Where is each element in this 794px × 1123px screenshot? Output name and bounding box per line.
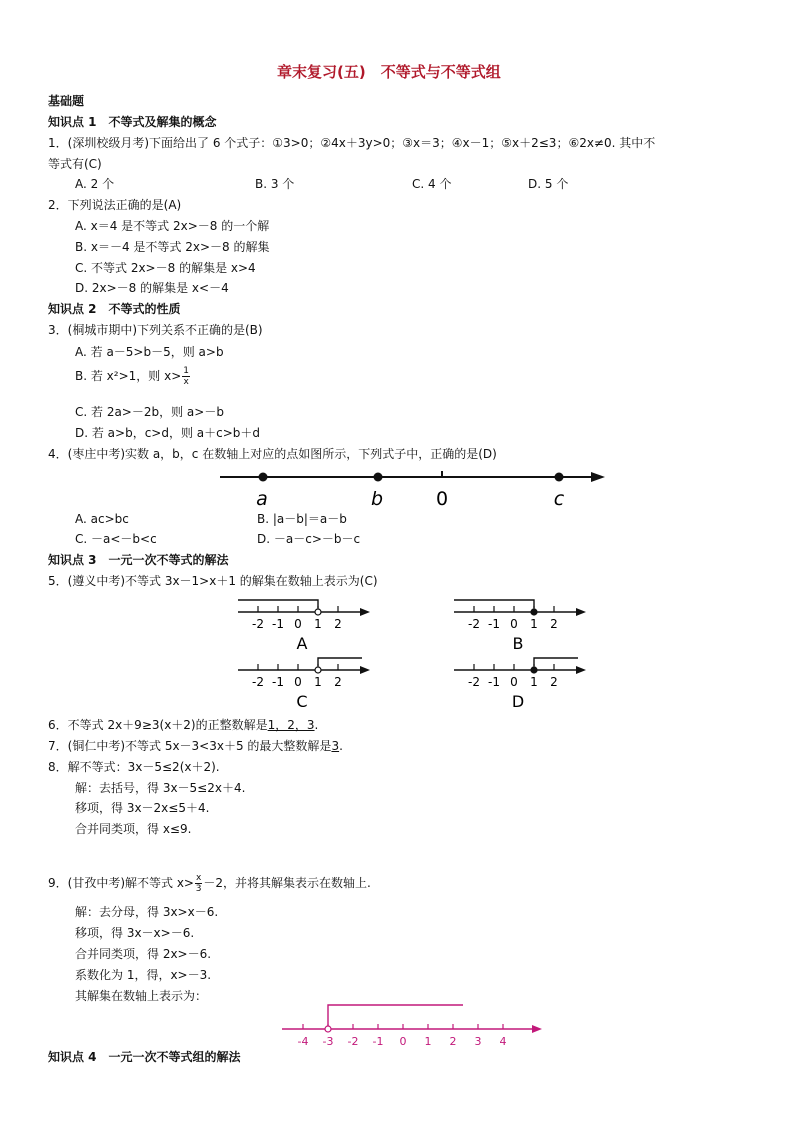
- section-basic: 基础题: [48, 94, 85, 108]
- q4-option-a: A. ac>bc: [75, 512, 129, 526]
- q5-letter-a: A: [296, 634, 308, 652]
- q4-option-b: B. |a－b|＝a－b: [257, 512, 347, 526]
- q5-letter-b: B: [512, 634, 524, 652]
- question-9: [48, 873, 371, 894]
- q5b-closed-point: [531, 609, 537, 615]
- q9-text-end: －2，并将其解集表示在数轴上.: [203, 876, 371, 890]
- q8-step-3: 合并同类项，得 x≤9.: [75, 822, 192, 836]
- question-1-line2: 等式有(C): [48, 157, 102, 171]
- q9-fraction-numerator: x: [195, 873, 202, 883]
- q9-text: 9．(甘孜中考)解不等式 x>: [48, 876, 194, 890]
- q5c-tick-label: -1: [272, 675, 284, 689]
- q9-tick-label: -2: [347, 1035, 359, 1048]
- q5a-tick-label: 0: [294, 617, 302, 631]
- q5c-tick-label: 1: [314, 675, 322, 689]
- q9-tick-label: -1: [372, 1035, 384, 1048]
- q9-number-line: [278, 998, 548, 1050]
- q5d-tick-label: 2: [550, 675, 558, 689]
- q9-step-1: 解：去分母，得 3x>x－6.: [75, 905, 219, 919]
- q1-option-b: B. 3 个: [255, 177, 295, 191]
- q5a-open-point: [315, 609, 321, 615]
- q9-tick-label: 4: [499, 1035, 507, 1048]
- q3-fraction: [182, 366, 190, 387]
- q9-tick-label: 3: [474, 1035, 482, 1048]
- q9-fraction: [195, 873, 202, 894]
- q5d-solution-bracket: [534, 658, 578, 666]
- q9-open-point: [325, 1026, 331, 1032]
- page-title: 章末复习(五) 不等式与不等式组: [277, 63, 501, 81]
- q5d-tick-label: -1: [488, 675, 500, 689]
- q3-option-a: A. 若 a－5>b－5，则 a>b: [75, 345, 224, 359]
- question-5: 5．(遵义中考)不等式 3x－1>x＋1 的解集在数轴上表示为(C): [48, 574, 378, 588]
- q5a-tick-label: -2: [252, 617, 264, 631]
- q9-tick-label: 0: [399, 1035, 407, 1048]
- q3-option-b: [75, 366, 191, 387]
- q4-label-b: b: [370, 488, 384, 510]
- q9-step-5: 其解集在数轴上表示为：: [75, 989, 208, 1003]
- question-3: 3．(桐城市期中)下列关系不正确的是(B): [48, 323, 263, 337]
- q5c-tick-label: -2: [252, 675, 264, 689]
- q4-option-c: C. －a<－b<c: [75, 532, 157, 546]
- q5c-tick-label: 0: [294, 675, 302, 689]
- q9-axis-arrow: [532, 1025, 542, 1033]
- q5-letter-d: D: [511, 692, 525, 710]
- q5b-tick-label: 1: [530, 617, 538, 631]
- q9-solution-bracket: [328, 1005, 463, 1026]
- q4-label-c: c: [553, 488, 565, 510]
- q1-option-a: A. 2 个: [75, 177, 115, 191]
- q4-point-b: [374, 473, 383, 482]
- knowledge-point-4: 知识点 4 一元一次不等式组的解法: [48, 1050, 241, 1064]
- q9-tick-label: 2: [449, 1035, 457, 1048]
- q9-step-4: 系数化为 1，得，x>－3.: [75, 968, 212, 982]
- q7-end: .: [339, 739, 343, 753]
- q4-label-zero: 0: [435, 488, 449, 510]
- q5b-tick-label: -2: [468, 617, 480, 631]
- q7-text: 7．(铜仁中考)不等式 5x－3<3x＋5 的最大整数解是: [48, 739, 332, 753]
- question-8: 8．解不等式：3x－5≤2(x＋2).: [48, 760, 220, 774]
- q2-option-d: D. 2x>－8 的解集是 x<－4: [75, 281, 229, 295]
- q2-option-c: C. 不等式 2x>－8 的解集是 x>4: [75, 261, 256, 275]
- question-1-line1: 1．(深圳校级月考)下面给出了 6 个式子：①3>0；②4x＋3y>0；③x＝3；④x－1；⑤x＋2≤3；⑥2x≠0. 其中不: [48, 136, 656, 150]
- q9-step-3: 合并同类项，得 2x>－6.: [75, 947, 212, 961]
- q4-axis-arrow: [591, 472, 605, 482]
- q5d-tick-label: 1: [530, 675, 538, 689]
- q5b-tick-label: -1: [488, 617, 500, 631]
- q5-letter-c: C: [296, 692, 308, 710]
- knowledge-point-2: 知识点 2 不等式的性质: [48, 302, 181, 316]
- q5d-tick-label: -2: [468, 675, 480, 689]
- q6-text: 6．不等式 2x＋9≥3(x＋2)的正整数解是: [48, 718, 268, 732]
- q5c-open-point: [315, 667, 321, 673]
- q2-option-b: B. x＝－4 是不等式 2x>－8 的解集: [75, 240, 270, 254]
- question-4: 4．(枣庄中考)实数 a，b，c 在数轴上对应的点如图所示，下列式子中，正确的是(D): [48, 447, 497, 461]
- q5b-tick-label: 0: [510, 617, 518, 631]
- q5c-solution-bracket: [318, 658, 362, 666]
- q9-fraction-denominator: 3: [195, 884, 202, 894]
- q9-tick-label: -4: [297, 1035, 309, 1048]
- q5a-tick-label: 2: [334, 617, 342, 631]
- q9-tick-label: -3: [322, 1035, 334, 1048]
- q7-answer: 3: [331, 739, 340, 753]
- q5d-tick-label: 0: [510, 675, 518, 689]
- q5b-tick-label: 2: [550, 617, 558, 631]
- q8-step-2: 移项，得 3x－2x≤5＋4.: [75, 801, 210, 815]
- q6-end: .: [314, 718, 319, 732]
- q3-fraction-denominator: x: [183, 377, 189, 387]
- q9-tick-label: 1: [424, 1035, 432, 1048]
- question-2: 2．下列说法正确的是(A): [48, 198, 182, 212]
- q2-option-a: A. x＝4 是不等式 2x>－8 的一个解: [75, 219, 270, 233]
- q4-point-c: [555, 473, 564, 482]
- q3-option-b-text: B. 若 x²>1，则 x>: [75, 369, 182, 383]
- q5a-tick-label: -1: [272, 617, 284, 631]
- q4-option-d: D. －a－c>－b－c: [257, 532, 361, 546]
- q5-numberline-d: [446, 652, 596, 710]
- q5-numberline-b: [446, 594, 596, 652]
- q4-point-a: [259, 473, 268, 482]
- knowledge-point-3: 知识点 3 一元一次不等式的解法: [48, 553, 229, 567]
- q9-step-2: 移项，得 3x－x>－6.: [75, 926, 195, 940]
- q3-option-d: D. 若 a>b，c>d，则 a＋c>b＋d: [75, 426, 261, 440]
- q1-option-c: C. 4 个: [412, 177, 452, 191]
- q4-label-a: a: [256, 488, 268, 510]
- q1-option-d: D. 5 个: [528, 177, 569, 191]
- q5d-closed-point: [531, 667, 537, 673]
- q5a-tick-label: 1: [314, 617, 322, 631]
- q3-option-c: C. 若 2a>－2b，则 a>－b: [75, 405, 224, 419]
- q3-fraction-numerator: 1: [183, 366, 189, 376]
- knowledge-point-1: 知识点 1 不等式及解集的概念: [48, 115, 217, 129]
- q8-step-1: 解：去括号，得 3x－5≤2x＋4.: [75, 781, 246, 795]
- q5c-tick-label: 2: [334, 675, 342, 689]
- q4-number-line: [215, 463, 615, 511]
- question-7: [48, 738, 343, 754]
- q5-numberline-a: [230, 594, 380, 652]
- q5-numberline-c: [230, 652, 380, 710]
- q6-answer: 1，2，3: [267, 718, 315, 732]
- question-6: [48, 717, 318, 733]
